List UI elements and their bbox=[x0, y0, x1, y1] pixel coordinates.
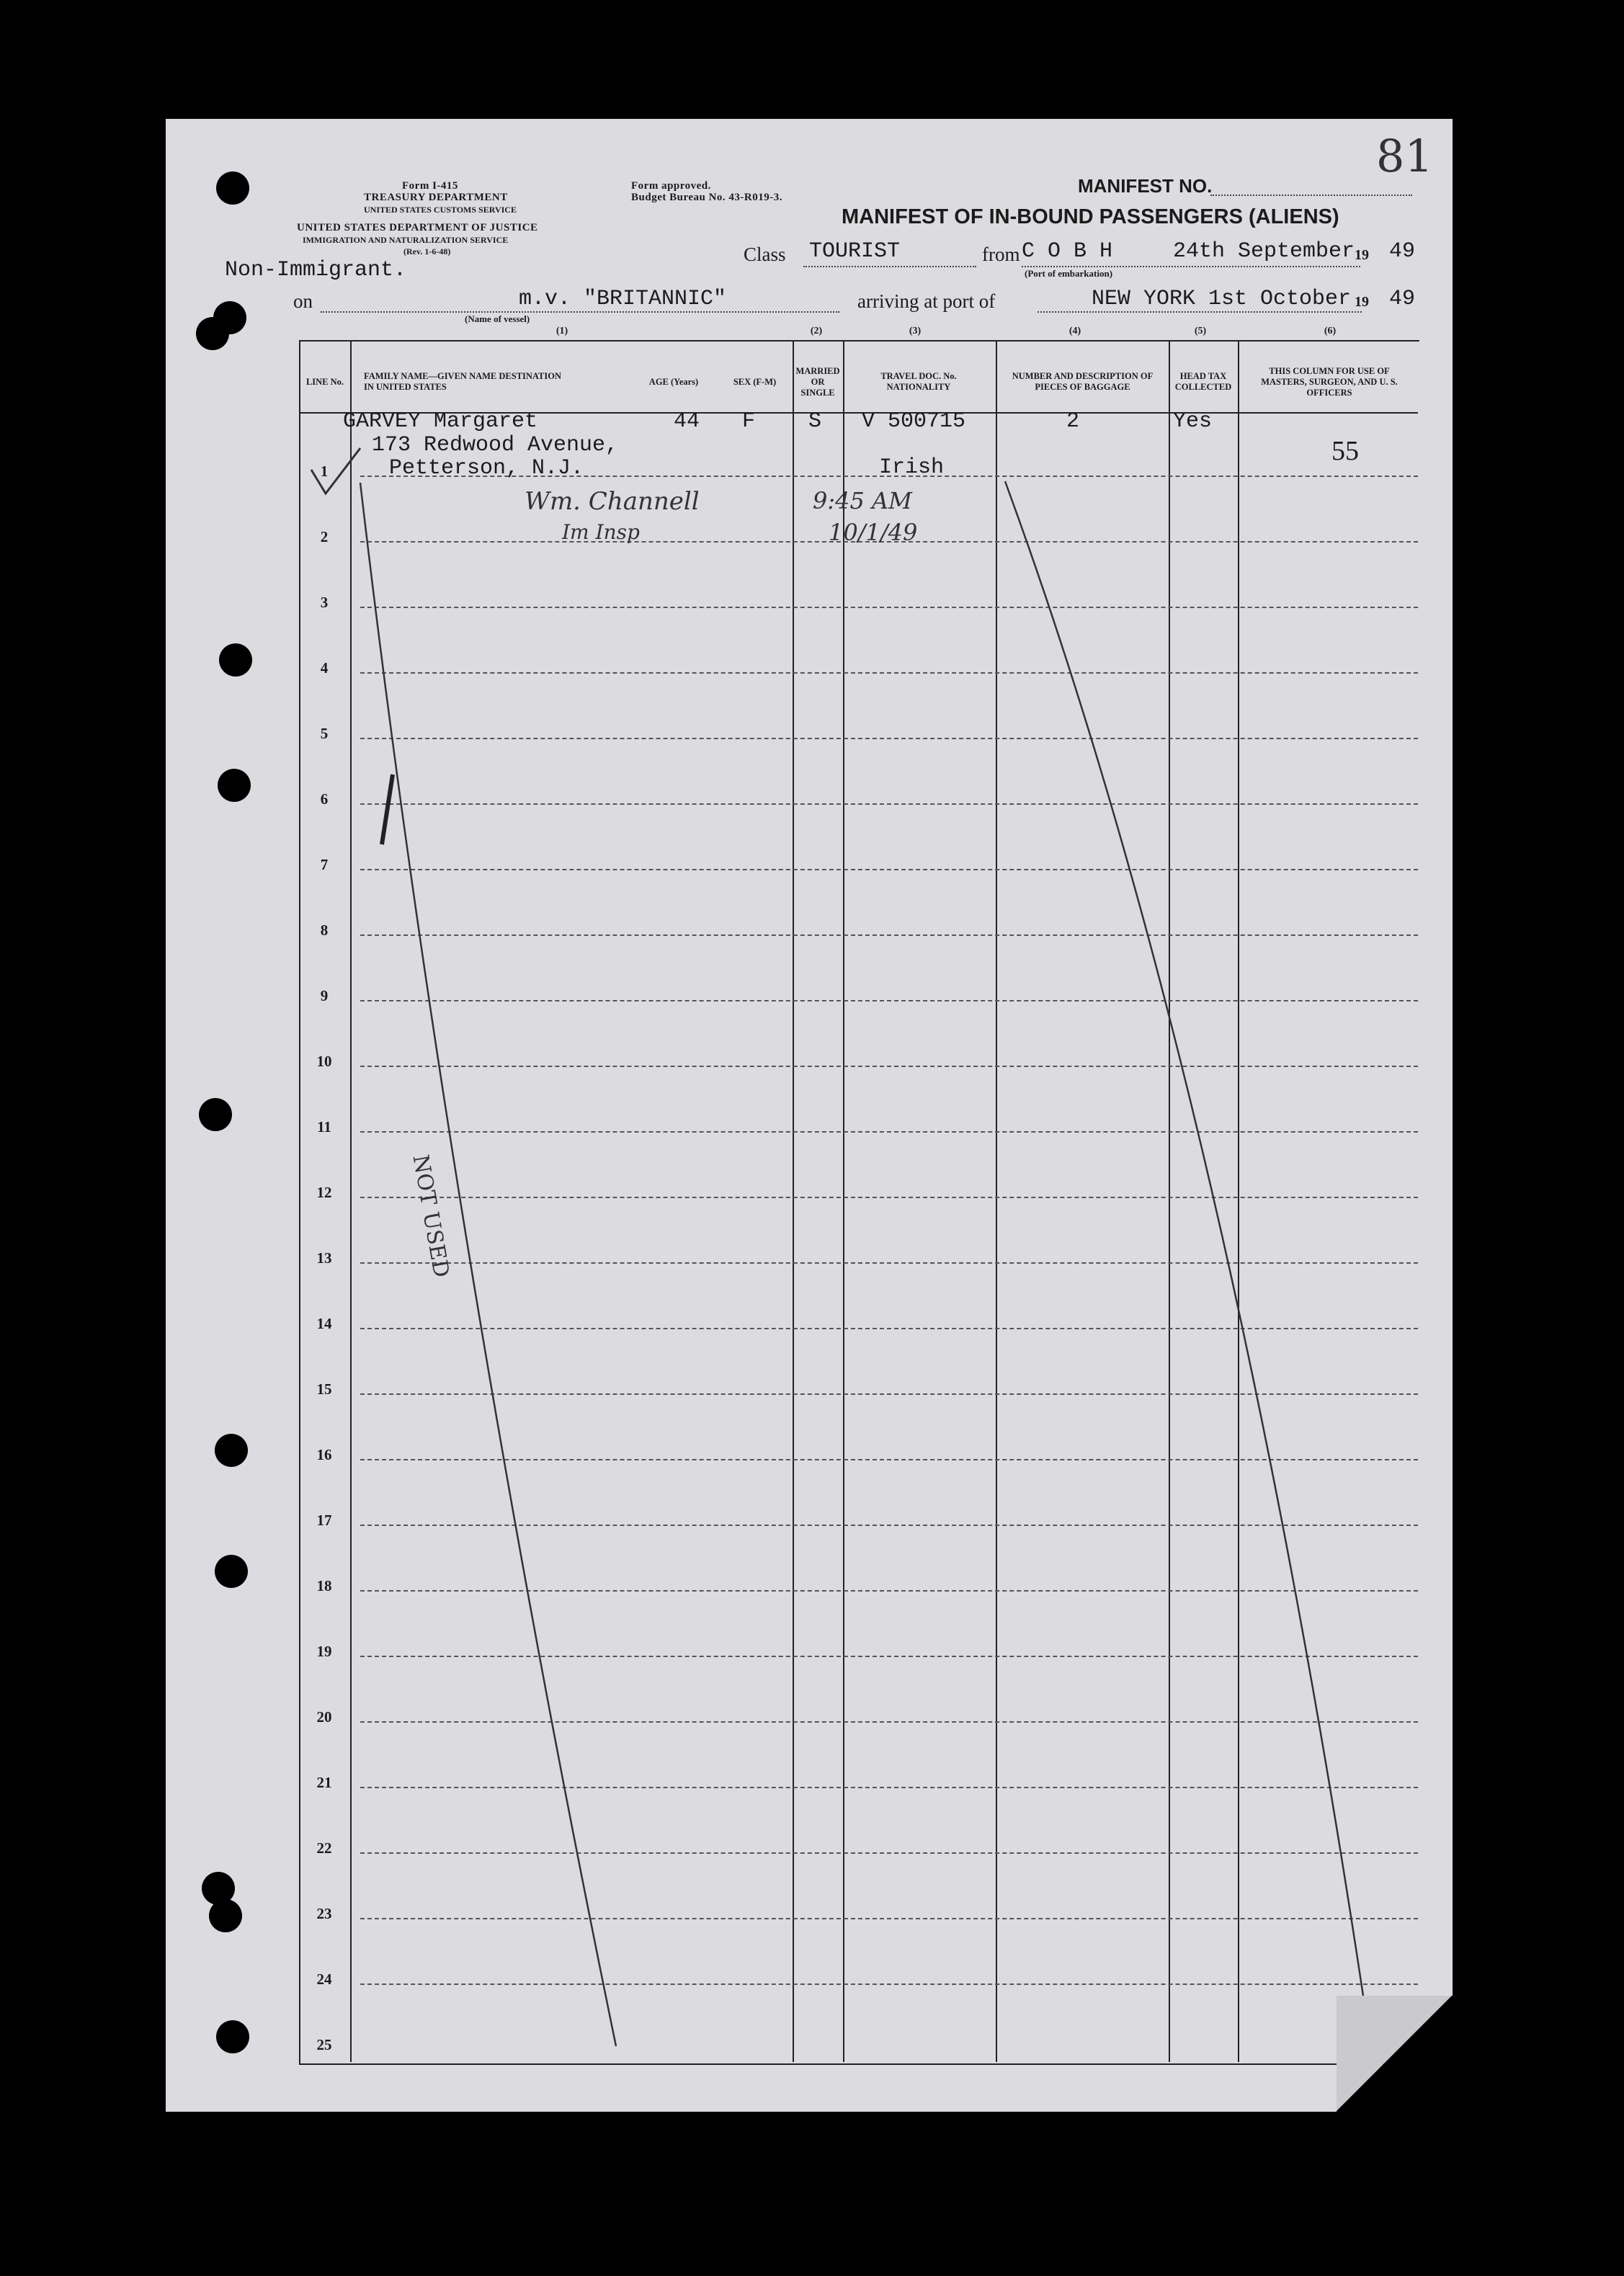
depart-date: 24th September bbox=[1173, 239, 1355, 264]
row-number: 11 bbox=[317, 1118, 331, 1135]
row-number: 17 bbox=[316, 1512, 332, 1529]
vessel-name: m.v. "BRITANNIC" bbox=[519, 287, 727, 311]
row-number: 13 bbox=[316, 1249, 332, 1267]
passenger-address-2: Petterson, N.J. bbox=[389, 456, 584, 481]
header-line-no: LINE No. bbox=[305, 376, 344, 387]
class-value: TOURIST bbox=[809, 239, 901, 264]
class-label: Class bbox=[744, 244, 786, 265]
column-number-3: (3) bbox=[909, 326, 922, 336]
row-number: 8 bbox=[320, 921, 329, 939]
inspector-signature: Wm. Channell bbox=[525, 487, 700, 516]
vessel-caption: (Name of vessel) bbox=[465, 313, 530, 324]
row-number: 5 bbox=[320, 725, 329, 742]
officer-mark: 55 bbox=[1331, 436, 1359, 466]
passenger-nationality: Irish bbox=[879, 455, 945, 480]
passenger-head-tax: Yes bbox=[1173, 409, 1213, 434]
row-number: 14 bbox=[316, 1315, 332, 1332]
cross-out-line-right bbox=[1005, 481, 1363, 1996]
folded-corner bbox=[1337, 1996, 1459, 2118]
passenger-sex: F bbox=[742, 409, 756, 434]
header-name: FAMILY NAME—GIVEN NAME DESTINATION IN UNITED STATES bbox=[364, 371, 561, 392]
form-approved: Form approved. bbox=[631, 180, 711, 192]
depart-year-prefix: 19 bbox=[1355, 247, 1369, 263]
budget-bureau: Budget Bureau No. 43-R019-3. bbox=[631, 192, 782, 203]
row-number: 20 bbox=[316, 1708, 332, 1726]
passenger-address-1: 173 Redwood Avenue, bbox=[372, 433, 619, 458]
arriving-label: arriving at port of bbox=[857, 290, 996, 312]
column-number-2: (2) bbox=[810, 326, 823, 336]
arrival-port-date: NEW YORK 1st October bbox=[1092, 287, 1352, 311]
treasury-department: TREASURY DEPARTMENT bbox=[364, 192, 508, 203]
passenger-marital: S bbox=[808, 409, 822, 434]
inspection-time: 9:45 AM bbox=[813, 487, 912, 514]
row-number: 3 bbox=[320, 594, 329, 611]
depart-year: 49 bbox=[1389, 239, 1416, 264]
row-number: 16 bbox=[316, 1446, 332, 1463]
manifest-no-label: MANIFEST NO. bbox=[1078, 175, 1213, 197]
header-married: MARRIED OR SINGLE bbox=[795, 365, 840, 398]
column-number-4: (4) bbox=[1068, 326, 1081, 336]
column-number-5: (5) bbox=[1194, 326, 1207, 336]
header-officers: THIS COLUMN FOR USE OF MASTERS, SURGEON, AND U. S. OFFICERS bbox=[1261, 365, 1398, 398]
passenger-name: GARVEY Margaret bbox=[343, 409, 538, 434]
check-mark bbox=[311, 448, 360, 494]
header-travel-doc: TRAVEL DOC. No. NATIONALITY bbox=[880, 371, 957, 392]
row-number: 15 bbox=[316, 1380, 332, 1398]
row-number: 21 bbox=[316, 1774, 332, 1791]
inspector-title: Im Insp bbox=[562, 520, 640, 544]
passenger-age: 44 bbox=[674, 409, 700, 434]
row-number: 7 bbox=[320, 856, 329, 873]
row-number: 10 bbox=[316, 1053, 332, 1070]
header-age: AGE (Years) bbox=[648, 376, 699, 387]
justice-department: UNITED STATES DEPARTMENT OF JUSTICE bbox=[297, 222, 538, 233]
tick-mark bbox=[382, 775, 393, 844]
row-number: 24 bbox=[316, 1971, 332, 1988]
port-embarkation-caption: (Port of embarkation) bbox=[1025, 268, 1113, 279]
revision-date: (Rev. 1-6-48) bbox=[403, 246, 451, 256]
header-sex: SEX (F-M) bbox=[733, 376, 777, 387]
ins-service: IMMIGRATION AND NATURALIZATION SERVICE bbox=[303, 235, 509, 245]
form-number: Form I-415 bbox=[402, 180, 458, 192]
manifest-title: MANIFEST OF IN-BOUND PASSENGERS (ALIENS) bbox=[842, 205, 1339, 228]
from-port: C O B H bbox=[1022, 239, 1113, 264]
arrival-year: 49 bbox=[1389, 287, 1416, 311]
on-label: on bbox=[293, 290, 313, 312]
row-number: 19 bbox=[316, 1643, 332, 1660]
header-baggage: NUMBER AND DESCRIPTION OF PIECES OF BAGGAGE bbox=[1012, 371, 1154, 392]
row-number: 9 bbox=[320, 987, 329, 1004]
status-typed: Non-Immigrant. bbox=[225, 258, 407, 282]
cross-out-line-left bbox=[360, 483, 616, 2046]
manifest-no-handwritten: 81 bbox=[1376, 130, 1433, 182]
row-number: 18 bbox=[316, 1577, 332, 1594]
from-label: from bbox=[982, 244, 1020, 265]
passenger-doc: V 500715 bbox=[862, 409, 966, 434]
customs-service: UNITED STATES CUSTOMS SERVICE bbox=[364, 205, 517, 215]
not-used-note: NOT USED bbox=[407, 1153, 454, 1280]
row-number: 23 bbox=[316, 1905, 332, 1922]
row-number: 6 bbox=[320, 790, 329, 808]
row-number: 4 bbox=[320, 659, 329, 677]
arrival-year-prefix: 19 bbox=[1355, 294, 1369, 310]
row-number: 25 bbox=[316, 2036, 332, 2053]
row-number: 2 bbox=[320, 528, 329, 545]
header-head-tax: HEAD TAX COLLECTED bbox=[1174, 371, 1232, 392]
row-number: 1 bbox=[320, 463, 329, 480]
column-number-1: (1) bbox=[556, 326, 568, 336]
column-number-6: (6) bbox=[1324, 326, 1337, 336]
passenger-baggage: 2 bbox=[1066, 409, 1080, 434]
inspection-date: 10/1/49 bbox=[829, 519, 918, 546]
row-number: 22 bbox=[316, 1839, 332, 1857]
row-number: 12 bbox=[316, 1184, 332, 1201]
